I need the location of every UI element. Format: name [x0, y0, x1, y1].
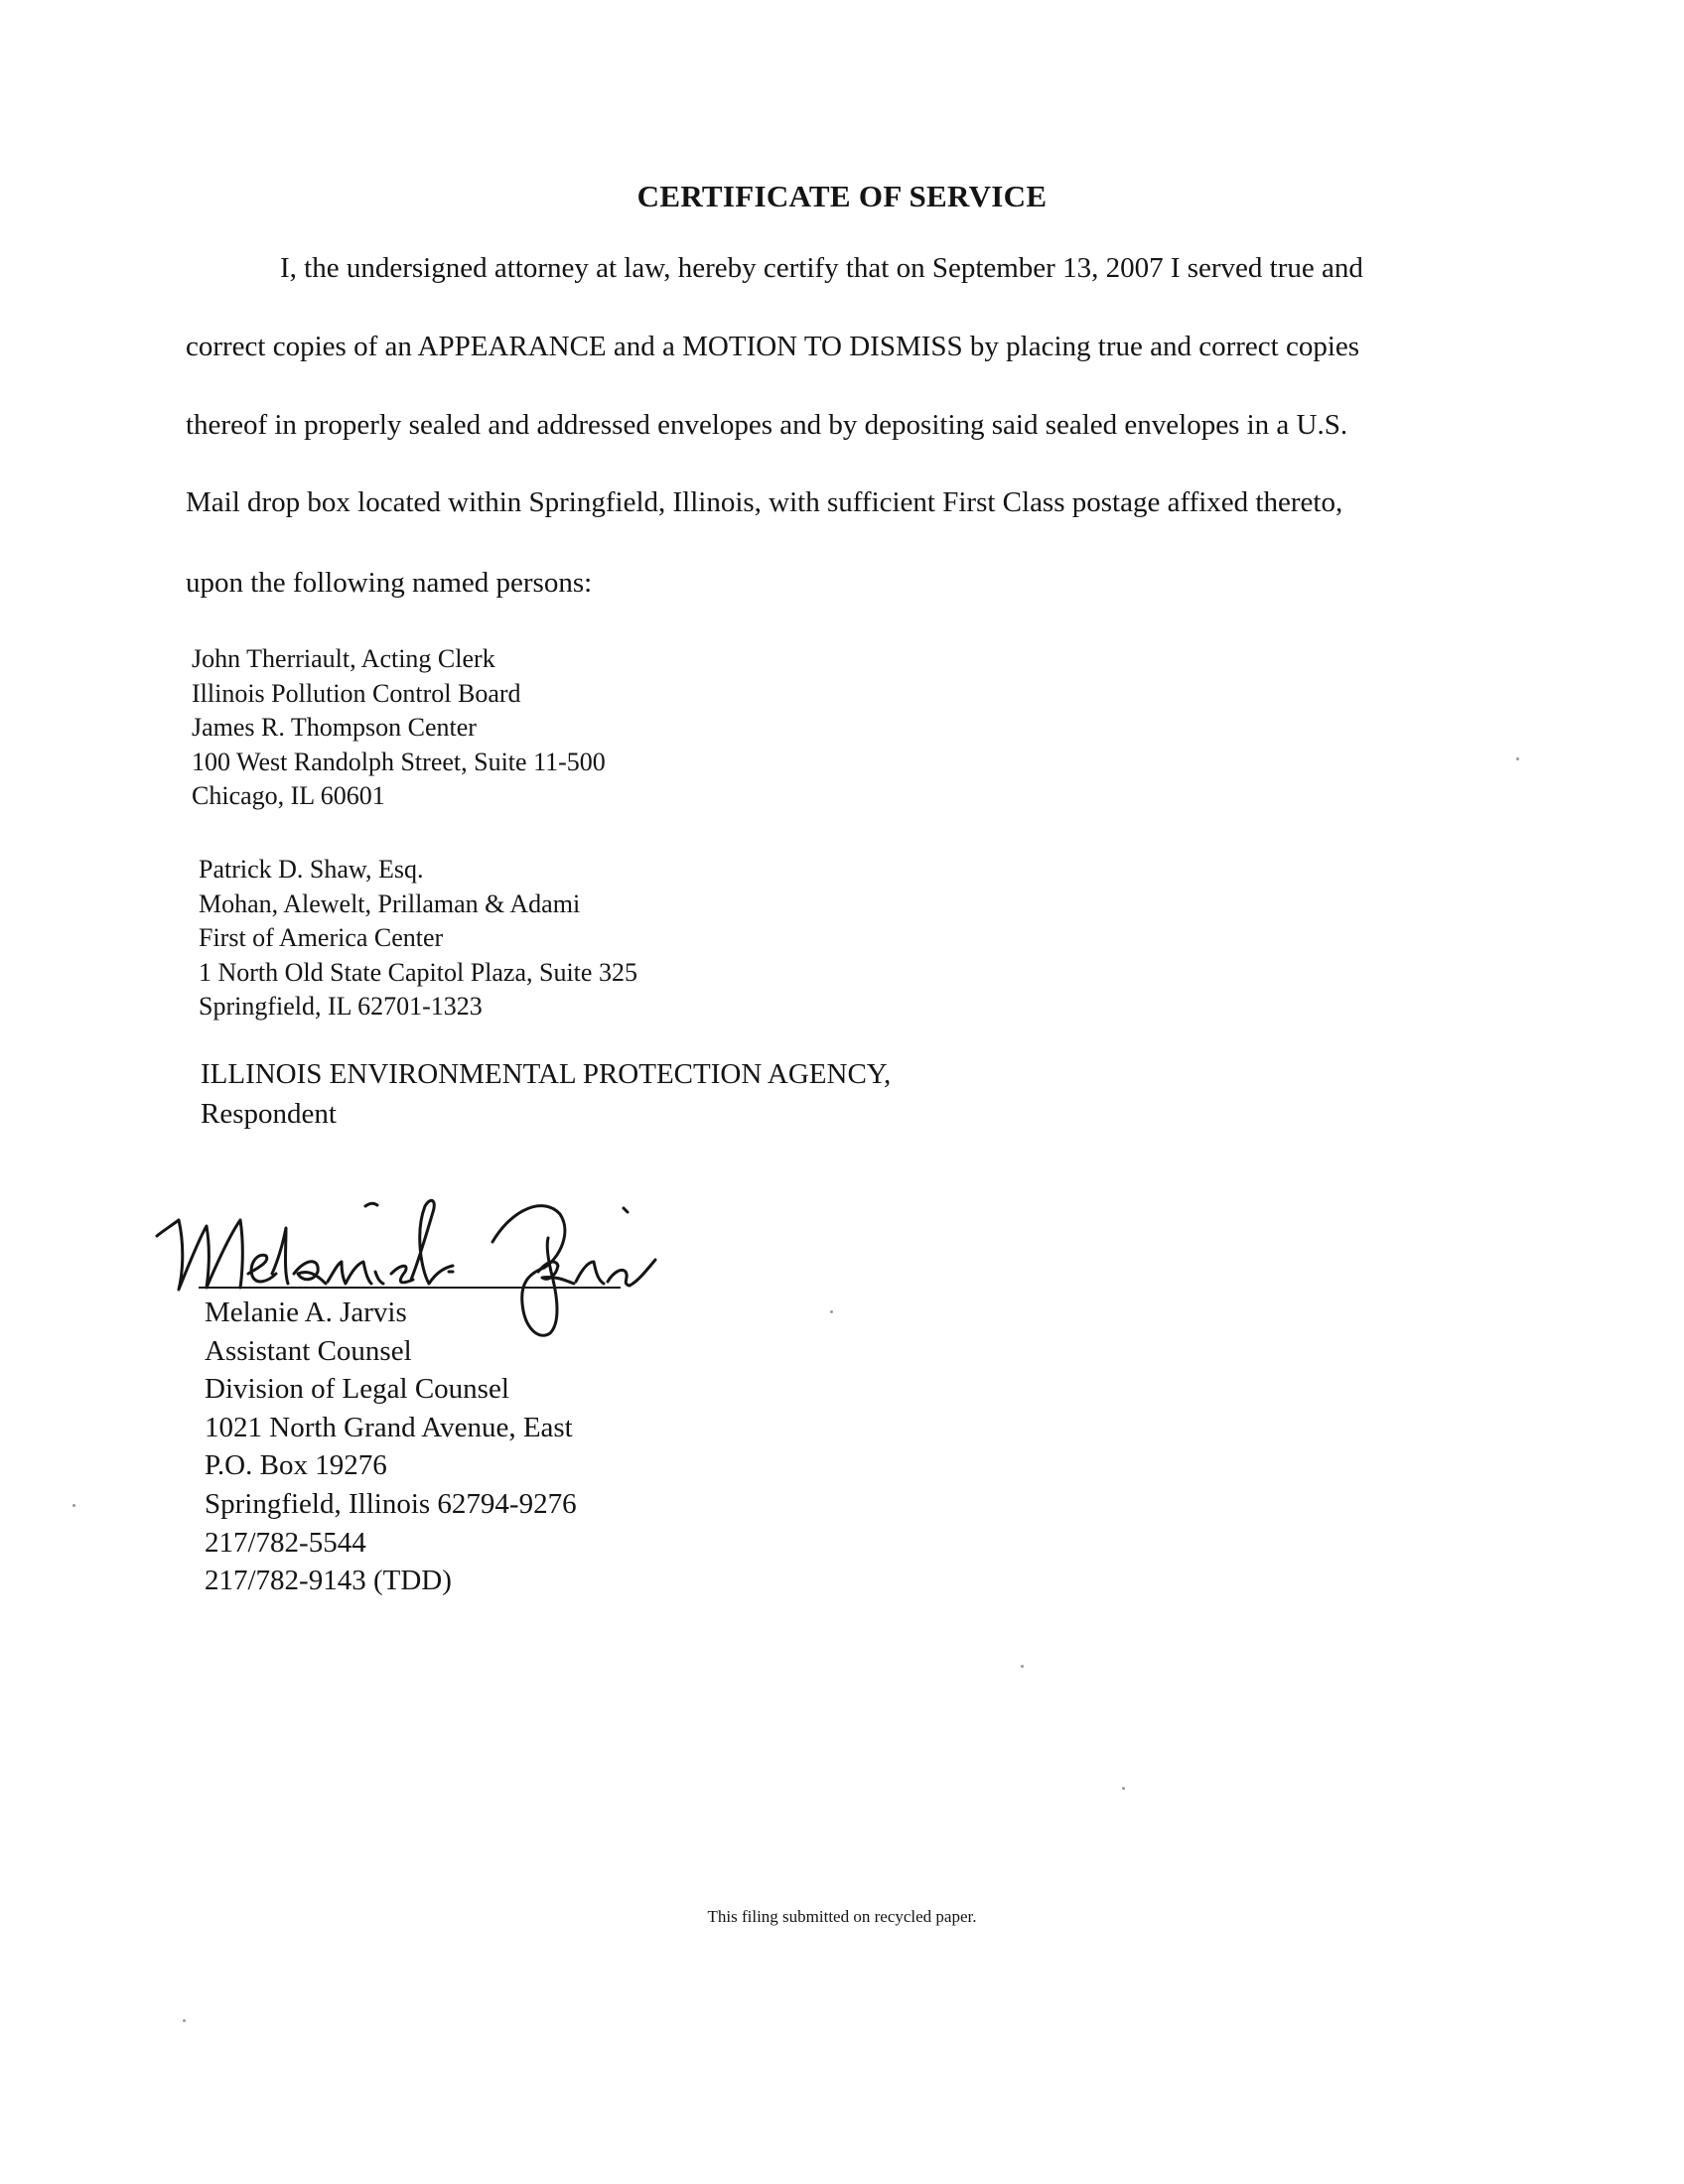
body-line-1: I, the undersigned attorney at law, hereby certify that on September 13, 2007 I served true and: [280, 252, 1363, 284]
signer-division: Division of Legal Counsel: [205, 1373, 509, 1406]
scan-speck: [183, 2019, 186, 2022]
scan-speck: [830, 1310, 833, 1313]
scan-speck: [1122, 1787, 1125, 1790]
recipient-2-line: First of America Center: [199, 923, 444, 952]
body-line-2: correct copies of an APPEARANCE and a MOTION TO DISMISS by placing true and correct copies: [186, 331, 1360, 362]
document-title: CERTIFICATE OF SERVICE: [636, 179, 1048, 213]
scan-speck: [1021, 1665, 1024, 1668]
agency-block: [201, 1054, 891, 1134]
signer-title: Assistant Counsel: [205, 1334, 412, 1367]
signer-po-box: P.O. Box 19276: [205, 1449, 387, 1482]
recipient-block-1: [192, 642, 606, 814]
signer-phone: 217/782-5544: [205, 1526, 366, 1559]
recipient-1-line: 100 West Randolph Street, Suite 11-500: [192, 747, 606, 776]
recipient-block-2: [199, 853, 637, 1024]
recipient-1-line: Chicago, IL 60601: [192, 781, 385, 810]
scan-speck: [1516, 757, 1519, 760]
signer-city: Springfield, Illinois 62794-9276: [205, 1487, 577, 1520]
agency-name: ILLINOIS ENVIRONMENTAL PROTECTION AGENCY,: [201, 1058, 892, 1090]
agency-role: Respondent: [201, 1098, 337, 1130]
recipient-2-line: Springfield, IL 62701-1323: [199, 992, 483, 1021]
recipient-1-line: James R. Thompson Center: [192, 713, 477, 742]
signature-line: [199, 1287, 621, 1289]
body-line-3: thereof in properly sealed and addressed envelopes and by depositing said sealed envelopes in a U.S.: [186, 409, 1348, 441]
signer-name: Melanie A. Jarvis: [205, 1297, 407, 1328]
signer-street: 1021 North Grand Avenue, East: [205, 1411, 573, 1443]
recipient-2-line: 1 North Old State Capitol Plaza, Suite 325: [199, 957, 637, 987]
recipient-2-line: Patrick D. Shaw, Esq.: [199, 855, 424, 884]
recycled-paper-note: This filing submitted on recycled paper.: [707, 1907, 977, 1926]
scan-speck: [72, 1504, 75, 1507]
body-line-5: upon the following named persons:: [186, 567, 593, 599]
recipient-2-line: Mohan, Alewelt, Prillaman & Adami: [199, 888, 581, 918]
signer-block: [205, 1294, 577, 1600]
signer-tdd: 217/782-9143 (TDD): [205, 1565, 452, 1597]
body-line-4: Mail drop box located within Springfield, Illinois, with sufficient First Class postage affixed thereto,: [186, 486, 1343, 518]
recipient-1-line: John Therriault, Acting Clerk: [192, 644, 495, 673]
recipient-1-line: Illinois Pollution Control Board: [192, 678, 521, 708]
